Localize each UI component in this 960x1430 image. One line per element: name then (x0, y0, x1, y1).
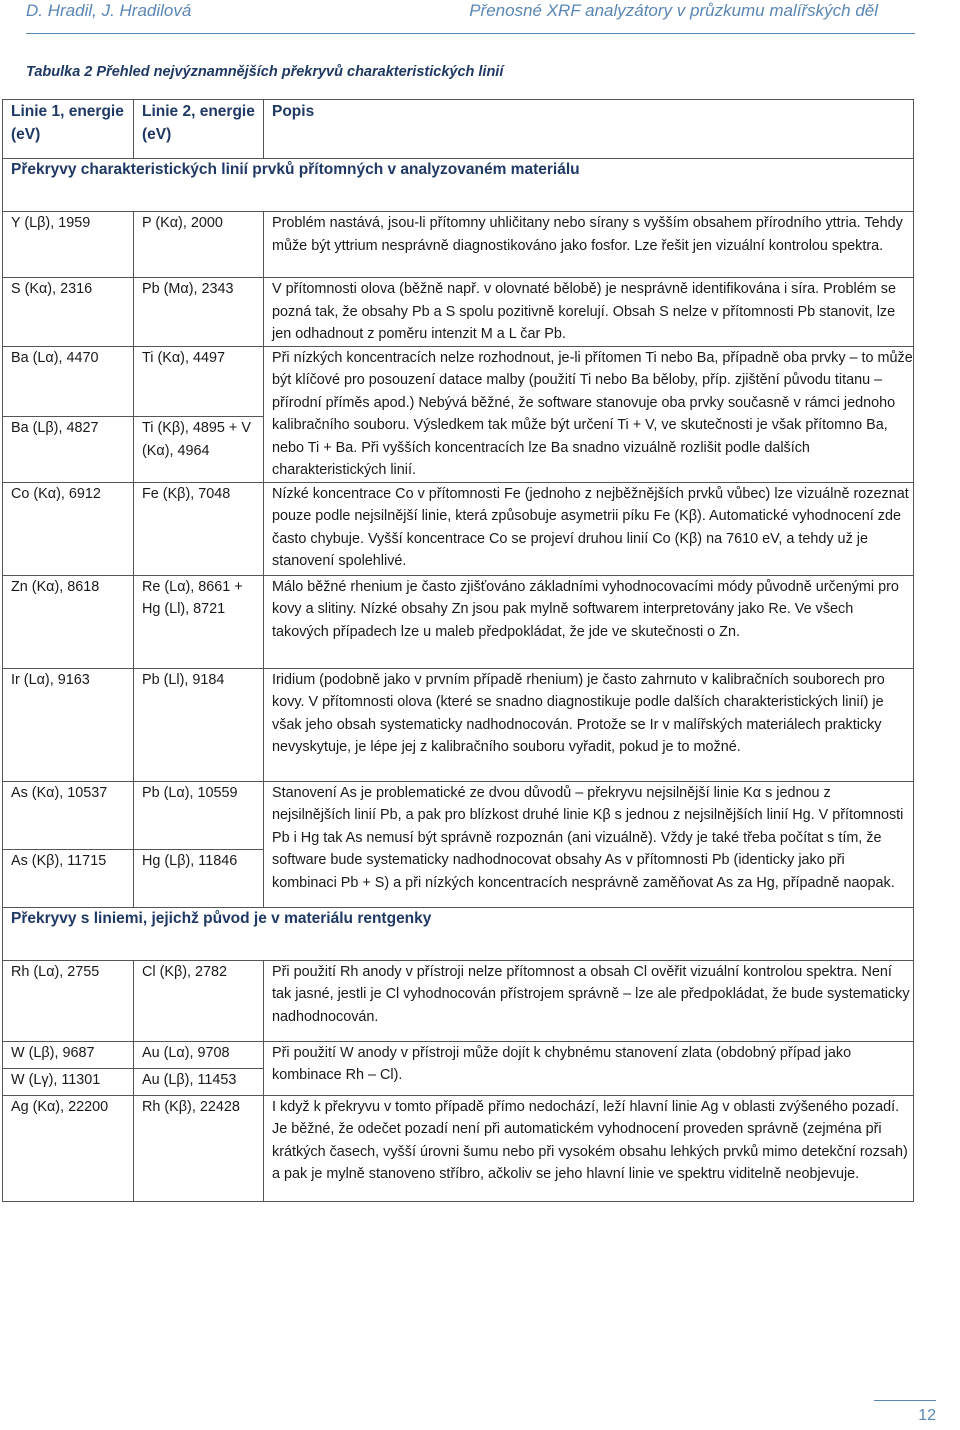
line1-cell: S (Kα), 2316 (3, 278, 134, 347)
description-cell: Stanovení As je problematické ze dvou důvodů – překryvu nejsilnější linie Kα s jednou z nejsilnějších linií Pb, a pak pro blízkost druhé linie Kβ s jednou z nejsilnějších linií Hg. V přítomnosti Pb i Hg tak As nemusí být správně rozpoznán (ani vizuálně). Vždy je také třeba počítat s tím, že software bude systematicky nadhodnocovat obsahy As v přítomnosti Pb (identicky jako při kombinaci Pb + S) a při nízkých koncentracích nesprávně zaměňovat As za Hg, případně naopak. (264, 781, 914, 907)
line1-cell: Co (Kα), 6912 (3, 482, 134, 575)
line2-cell: Ti (Kα), 4497 (134, 346, 264, 417)
line1-cell: As (Kα), 10537 (3, 781, 134, 849)
table-row (3, 1041, 914, 1068)
line2-cell: Hg (Lβ), 11846 (134, 849, 264, 907)
description-cell: Iridium (podobně jako v prvním případě rhenium) je často zahrnuto v kalibračních souborech pro kovy. V přítomnosti olova (které se snadno diagnostikuje podle dalších charakteristických linií) je však jeho obsah systematicky nadhodnocován. Protože se Ir v malířských materiálech prakticky nevyskytuje, je lépe jej z kalibračního souboru vyřadit, pokud je to možné. (264, 668, 914, 781)
line2-cell: Fe (Kβ), 7048 (134, 482, 264, 575)
header-authors: D. Hradil, J. Hradilová (26, 1, 192, 20)
table-row (3, 575, 914, 668)
section-row (3, 907, 914, 960)
line2-cell: Au (Lβ), 11453 (134, 1068, 264, 1095)
description-cell: Nízké koncentrace Co v přítomnosti Fe (jednoho z nejběžnějších prvků vůbec) lze vizuálně rozeznat pouze podle nejsilnější linie, která způsobuje asymetrii píku Fe (Kβ). Automatické vyhodnocení zde často chybuje. Vyšší koncentrace Co se projeví druhou linií Co (Kβ) na 7610 eV, a tehdy už je stanovení spolehlivé. (264, 482, 914, 575)
table-row (3, 212, 914, 278)
line1-cell: Ag (Kα), 22200 (3, 1095, 134, 1201)
table-row (3, 482, 914, 575)
description-cell: I když k překryvu v tomto případě přímo nedochází, leží hlavní linie Ag v oblasti zvýšeného pozadí. Je běžné, že odečet pozadí není při automatickém vyhodnocení proveden správně (zejména při krátkých časech, vyšší úrovni šumu nebo při vysokém obsahu lehkých prvků mimo detekční rozsah) a pak je mylně stanoveno stříbro, ačkoliv se jeho hlavní linie ve spektru viditelně neobjevuje. (264, 1095, 914, 1201)
line1-cell: Rh (Lα), 2755 (3, 960, 134, 1041)
page-header (0, 0, 960, 30)
table-row (3, 960, 914, 1041)
header-title: Přenosné XRF analyzátory v průzkumu malířských děl (469, 1, 878, 20)
description-cell: Problém nastává, jsou-li přítomny uhličitany nebo sírany s vyšším obsahem přírodního yttria. Tehdy může být yttrium nesprávně diagnostikováno jako fosfor. Lze řešit jen vizuální kontrolou spektra. (264, 212, 914, 278)
table-caption: Tabulka 2 Přehled nejvýznamnějších překryvů charakteristických linií (26, 64, 504, 80)
line2-cell: Cl (Kβ), 2782 (134, 960, 264, 1041)
section-heading-1: Překryvy charakteristických linií prvků přítomných v analyzovaném materiálu (3, 159, 914, 212)
line1-cell: Ba (Lβ), 4827 (3, 417, 134, 482)
line1-cell: Zn (Kα), 8618 (3, 575, 134, 668)
table-row (3, 346, 914, 417)
description-cell: Málo běžné rhenium je často zjišťováno základními vyhodnocovacími módy původně určenými pro kovy a slitiny. Nízké obsahy Zn jsou pak mylně softwarem interpretovány jako Re. Ve všech takových případech lze u maleb předpokládat, že jde ve skutečnosti o Zn. (264, 575, 914, 668)
header-divider (26, 33, 915, 34)
description-cell: Při nízkých koncentracích nelze rozhodnout, je-li přítomen Ti nebo Ba, případně oba prvky – to může být klíčové pro posouzení datace malby (použití Ti nebo Ba běloby, příp. zjištění původu titanu – přírodní příměs apod.) Nebývá běžné, že software stanovuje oba prvky současně v rámci jednoho kalibračního souboru. Výsledkem tak může být určení Ti + V, ve skutečnosti je však přítomno Ba, nebo Ti + Ba. Při vyšších koncentracích lze Ba snadno vizuálně rozlišit podle dalších charakteristických linií. (264, 346, 914, 482)
col-header-line2: Linie 2, energie (eV) (134, 100, 264, 159)
description-cell: Při použití Rh anody v přístroji nelze přítomnost a obsah Cl ověřit vizuální kontrolou spektra. Není tak jasné, jestli je Cl vyhodnocován přístrojem správně – lze ale předpokládat, že bude systematicky nadhodnocován. (264, 960, 914, 1041)
line1-cell: As (Kβ), 11715 (3, 849, 134, 907)
table-row (3, 278, 914, 347)
line2-cell: P (Kα), 2000 (134, 212, 264, 278)
line1-cell: W (Lβ), 9687 (3, 1041, 134, 1068)
line1-cell: W (Lγ), 11301 (3, 1068, 134, 1095)
line2-cell: Pb (Mα), 2343 (134, 278, 264, 347)
line2-cell: Pb (Lα), 10559 (134, 781, 264, 849)
line2-cell: Ti (Kβ), 4895 + V (Kα), 4964 (134, 417, 264, 482)
line1-cell: Y (Lβ), 1959 (3, 212, 134, 278)
line1-cell: Ba (Lα), 4470 (3, 346, 134, 417)
line2-cell: Re (Lα), 8661 + Hg (Ll), 8721 (134, 575, 264, 668)
table-row (3, 781, 914, 849)
line2-cell: Rh (Kβ), 22428 (134, 1095, 264, 1201)
table-row (3, 668, 914, 781)
line1-cell: Ir (Lα), 9163 (3, 668, 134, 781)
page-number: 12 (918, 1407, 936, 1424)
line2-cell: Au (Lα), 9708 (134, 1041, 264, 1068)
description-cell: V přítomnosti olova (běžně např. v olovnaté bělobě) je nesprávně identifikována i síra. Problém se pozná tak, že obsahy Pb a S spolu pozitivně korelují. Obsah S nelze v přítomnosti Pb stanovit, lze jen odhadnout z poměru intenzit M a L čar Pb. (264, 278, 914, 347)
footer-divider (874, 1400, 936, 1401)
table-header-row (3, 100, 914, 159)
section-row (3, 159, 914, 212)
description-cell: Při použití W anody v přístroji může dojít k chybnému stanovení zlata (obdobný případ jako kombinace Rh – Cl). (264, 1041, 914, 1095)
table-row (3, 1095, 914, 1201)
section-heading-2: Překryvy s liniemi, jejichž původ je v materiálu rentgenky (3, 907, 914, 960)
line2-cell: Pb (Ll), 9184 (134, 668, 264, 781)
col-header-desc: Popis (264, 100, 914, 159)
overlap-table (2, 99, 914, 1202)
col-header-line1: Linie 1, energie (eV) (3, 100, 134, 159)
